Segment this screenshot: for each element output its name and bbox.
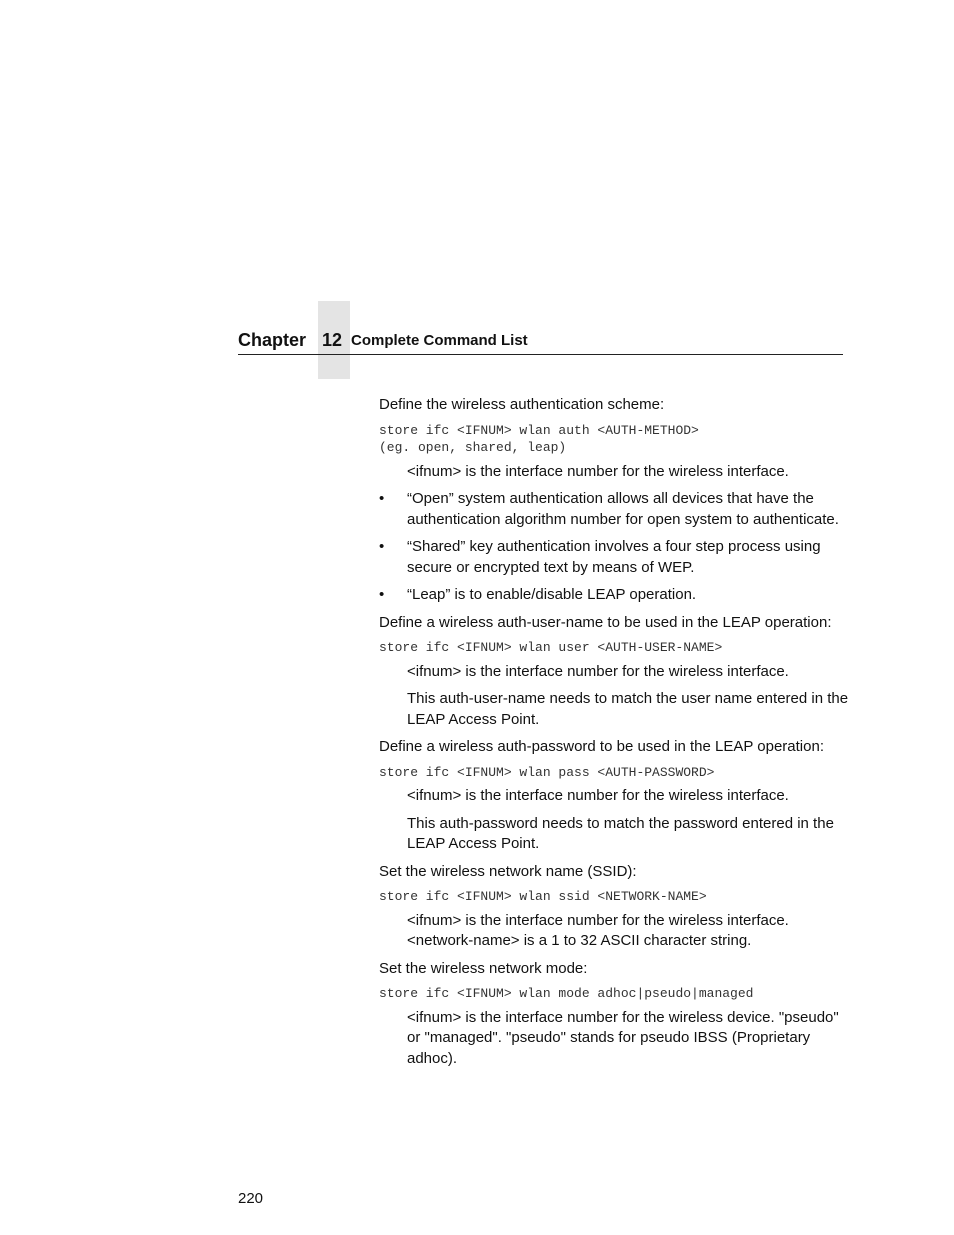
ssid-intro: Set the wireless network name (SSID):	[379, 862, 637, 880]
chapter-title: Complete Command List	[351, 332, 528, 349]
auth-intro: Define the wireless authentication scheme:	[379, 396, 665, 413]
user-note: This auth-user-name needs to match the user name entered in the LEAP Access Point.	[407, 690, 849, 728]
mode-note: <ifnum> is the interface number for the wireless device. "pseudo" or "managed". "pseudo" stands for pseudo IBSS (Proprietary adhoc).	[407, 1008, 839, 1067]
pass-intro: Define a wireless auth-password to be used in the LEAP operation:	[379, 738, 824, 755]
ssid-ifnum-note: <ifnum> is the interface number for the wireless interface.	[407, 911, 789, 929]
bullet-text: “Shared” key authentication involves a four step process using secure or encrypted text by means of WEP.	[407, 538, 821, 576]
page-number: 220	[238, 1190, 264, 1207]
user-command: store ifc <IFNUM> wlan user <AUTH-USER-NAME>	[379, 640, 723, 655]
mode-intro: Set the wireless network mode:	[379, 959, 588, 977]
user-intro: Define a wireless auth-user-name to be used in the LEAP operation:	[379, 613, 832, 631]
user-ifnum-note: <ifnum> is the interface number for the wireless interface.	[407, 662, 789, 680]
chapter-label: Chapter	[238, 330, 307, 350]
pass-command: store ifc <IFNUM> wlan pass <AUTH-PASSWORD>	[379, 764, 715, 780]
chapter-number: 12	[322, 330, 343, 350]
auth-ifnum-note: <ifnum> is the interface number for the wireless interface.	[407, 462, 789, 480]
page-body	[379, 395, 849, 1076]
ssid-notes	[407, 911, 849, 952]
ssid-command: store ifc <IFNUM> wlan ssid <NETWORK-NAME>	[379, 889, 707, 904]
pass-note: This auth-password needs to match the password entered in the LEAP Access Point.	[407, 814, 834, 852]
mode-command: store ifc <IFNUM> wlan mode adhoc|pseudo|managed	[379, 986, 754, 1001]
bullet-text: “Open” system authentication allows all devices that have the authentication algorithm number for open system to authenticate.	[407, 490, 839, 528]
bullet-text: “Leap” is to enable/disable LEAP operation.	[407, 586, 697, 603]
bullet-leap	[379, 585, 849, 606]
bullet-shared	[379, 537, 849, 578]
auth-command: store ifc <IFNUM> wlan auth <AUTH-METHOD>	[379, 422, 699, 438]
ssid-network-name-note: <network-name> is a 1 to 32 ASCII character string.	[407, 932, 752, 949]
auth-command-example: (eg. open, shared, leap)	[379, 440, 567, 455]
bullet-mark: •	[379, 538, 385, 555]
bullet-mark: •	[379, 586, 385, 603]
header-rule	[238, 354, 843, 355]
bullet-mark: •	[379, 490, 385, 507]
bullet-open	[379, 489, 849, 530]
pass-ifnum-note: <ifnum> is the interface number for the wireless interface.	[407, 787, 789, 804]
